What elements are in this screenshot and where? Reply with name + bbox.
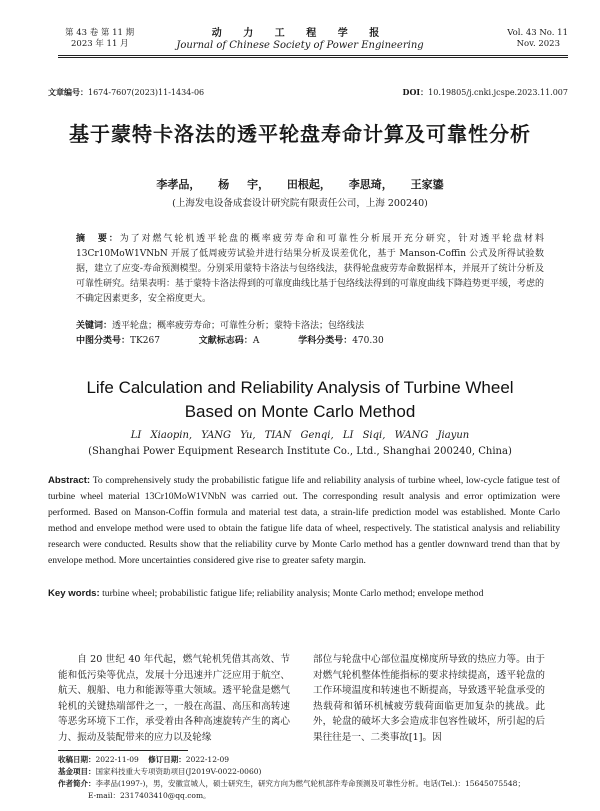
doi-value: 10.19805/j.cnki.jcspe.2023.11.007 — [428, 88, 568, 97]
doc-label: 文献标志码： — [198, 336, 253, 346]
footnote-rule — [58, 750, 188, 751]
header-rule-thin — [58, 57, 568, 58]
header-rule — [58, 55, 568, 56]
author-bio-text: 李孝品(1997-)，男，安徽宣城人，硕士研究生，研究方向为燃气轮机部件寿命预测及可靠性分析。电话(Tel.)：15645075548； — [95, 779, 525, 788]
issue-date-en: Nov. 2023 — [516, 39, 560, 49]
fund-text: 国家科技重大专项资助项目(J2019V-0022-0060) — [95, 767, 262, 776]
subject-code — [298, 333, 384, 346]
clc-code — [76, 333, 160, 346]
issue-volume-en: Vol. 43 No. 11 — [507, 28, 568, 38]
keywords-cn-label: 关键词： — [76, 321, 113, 331]
title-en — [0, 376, 600, 424]
footnote-dates — [58, 754, 568, 766]
doc-code — [199, 333, 260, 346]
received-label: 收稿日期： — [58, 755, 96, 764]
keywords-en-label: Key words: — [48, 588, 100, 599]
authors-en: LI Xiaopin, YANG Yu, TIAN Genqi, LI Siqi, WANG Jiayun — [130, 430, 470, 441]
affiliation-en: (Shanghai Power Equipment Research Institute Co., Ltd., Shanghai 200240, China) — [88, 446, 512, 457]
article-number-value: 1674-7607(2023)11-1434-06 — [88, 88, 205, 97]
abstract-en-text: To comprehensively study the probabilistic fatigue life and reliability analysis of turbine wheel, low-cycle fatigue test of turbine wheel material 13Cr10MoW1VNbN was carried out. The corresponding result analysis and error optimization were performed. Based on Manson-Coffin formula and material test data, a strain-life prediction model was established. Monte Carlo method and envelope method were used to obtain the fatigue life data of wheel, respectively. The statistical analysis and reliability research were conducted. Results show that the reliability curve by Monte Carlo method has a gentler downward trend than that by envelope method. More uncertainties considered give rise to greater safety margin. — [48, 475, 560, 566]
doi — [403, 87, 569, 98]
authors-cn: 李孝品， 杨 宇， 田根起， 李思琦， 王家鎏 — [156, 178, 444, 191]
abstract-cn — [76, 232, 544, 307]
clc-value: TK267 — [130, 336, 160, 346]
subject-value: 470.30 — [352, 336, 384, 346]
keywords-cn — [76, 318, 364, 331]
footnote-fund — [58, 766, 568, 778]
footnotes — [58, 754, 568, 802]
abstract-en — [48, 473, 560, 569]
affiliation-cn: (上海发电设备成套设计研究院有限责任公司，上海 200240) — [172, 198, 428, 209]
fund-label: 基金项目： — [58, 767, 96, 776]
keywords-en-text: turbine wheel; probabilistic fatigue life; reliability analysis; Monte Carlo method; envelope method — [102, 588, 484, 599]
author-bio-label: 作者简介： — [58, 779, 96, 788]
classification-line — [76, 333, 546, 346]
journal-name-en: Journal of Chinese Society of Power Engineering — [176, 40, 424, 51]
revised-label: 修订日期： — [148, 755, 186, 764]
author-email: E-mail：2317403410@qq.com。 — [88, 791, 211, 800]
footnote-author — [58, 778, 568, 790]
issue-date: 2023 年 11 月 — [71, 39, 129, 49]
journal-name-cn: 动 力 工 程 学 报 — [211, 28, 389, 39]
doc-value: A — [252, 336, 260, 346]
abstract-cn-label: 摘 要： — [76, 234, 120, 244]
issue-volume: 第 43 卷 第 11 期 — [65, 28, 135, 38]
abstract-cn-text: 为了对燃气轮机透平轮盘的概率疲劳寿命和可靠性分析展开充分研究，针对透平轮盘材料 13Cr10MoW1VNbN 开展了低周疲劳试验并进行结果分析及误差优化，基于 Manson-Coffin 公式及所得试验数据，建立了应变-寿命预测模型。分别采用蒙特卡洛法与包络线法，获得轮盘疲劳寿命数据样本，并展开了统计分析及可靠性研究。结果表明：基于蒙特卡洛法得到的可靠度曲线比基于包络线法得到的可靠度曲线下降趋势更平缓，考虑的不确定因素更多，安全裕度更大。 — [76, 234, 545, 304]
body-column-right: 部位与轮盘中心部位温度梯度所导致的热应力等。由于对燃气轮机整体性能指标的要求持续提高，透平轮盘的工作环境温度和转速也不断提高，导致透平轮盘承受的热载荷和循环机械疲劳载荷面临更加复杂的挑战。此外，轮盘的破坏大多会造成非包容性破坏，所引起的后果往往是一、二类事故[1]。因 — [313, 654, 545, 743]
article-number-label: 文章编号： — [48, 87, 88, 97]
keywords-cn-text: 透平轮盘；概率疲劳寿命；可靠性分析；蒙特卡洛法；包络线法 — [112, 321, 365, 331]
journal-name — [168, 28, 432, 51]
title-en-line2: Based on Monte Carlo Method — [184, 402, 416, 421]
article-number — [48, 87, 204, 98]
title-en-line1: Life Calculation and Reliability Analysis of Turbine Wheel — [86, 378, 514, 397]
title-cn: 基于蒙特卡洛法的透平轮盘寿命计算及可靠性分析 — [69, 122, 531, 146]
issue-info — [65, 28, 134, 50]
doi-label: DOI： — [402, 87, 429, 97]
revised-date: 2022-12-09 — [185, 755, 230, 764]
received-date: 2022-11-09 — [95, 755, 139, 764]
clc-label: 中图分类号： — [76, 336, 131, 346]
keywords-en — [48, 586, 560, 602]
subject-label: 学科分类号： — [298, 336, 353, 346]
abstract-en-label: Abstract: — [48, 475, 91, 486]
issue-info-en — [507, 28, 568, 50]
body-column-left: 自 20 世纪 40 年代起，燃气轮机凭借其高效、节能和低污染等优点，发展十分迅速并广泛应用于航空、航天、舰船、电力和能源等重大领域。透平轮盘是燃气轮机的关键热端部件之一，一般在高温、高压和高转速等恶劣环境下工作，承受着由各种高速旋转产生的离心力、振动及装配带来的应力以及轮缘 — [58, 654, 290, 743]
